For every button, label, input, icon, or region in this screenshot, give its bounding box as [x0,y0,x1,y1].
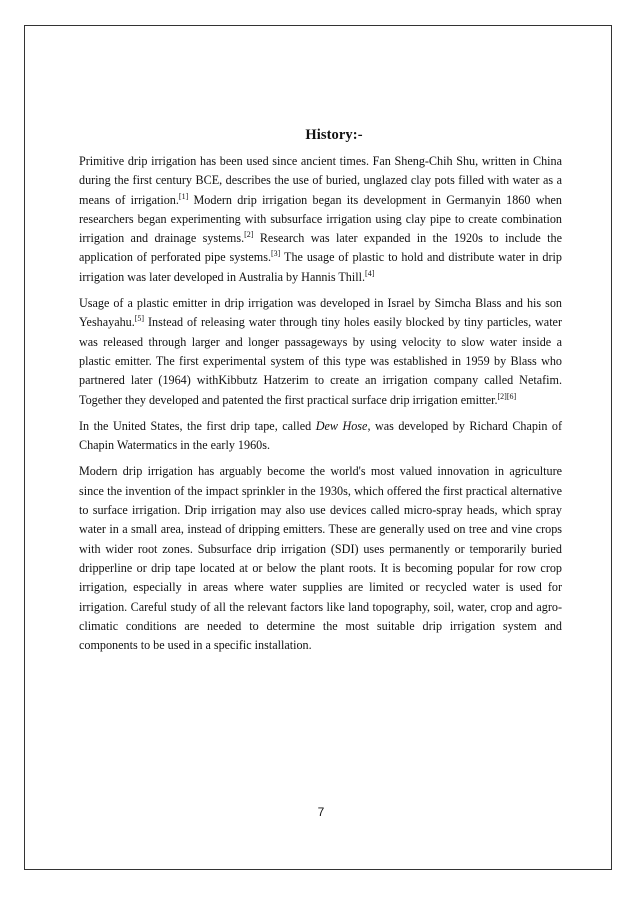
text-run: In the United States, the first drip tape, called [79,418,316,433]
text-run: Primitive drip irrigation has been used since ancient times. Fan Sheng-Chih Shu, written in China during the first century BCE, describes the use of buried, unglazed clay pots filled with water as a means of irrigation. [79,154,562,207]
citation-marker: [5] [134,314,145,324]
paragraph-4 [79,462,562,655]
citation-marker: [1] [178,191,189,201]
citation-marker: [4] [365,268,375,278]
text-run: The usage of plastic to hold and distribute water in drip irrigation was later developed in Australia by Hannis Thill. [79,250,562,284]
text-run: Modern drip irrigation began its development in Germanyin 1860 when researchers began experimenting with subsurface irrigation using clay pipe to create combination irrigation and drainage systems. [79,192,562,246]
paragraph-2 [79,294,562,410]
paragraph-1 [79,152,562,287]
section-heading: History:- [305,127,363,143]
text-run: Usage of a plastic emitter in drip irrigation was developed in Israel by Simcha Blass and his son Yeshayahu. [79,296,562,330]
italic-term: Dew Hose [315,418,368,433]
citation-marker: [3] [271,249,281,259]
text-run: Instead of releasing water through tiny holes easily blocked by tiny particles, water was released through larger and longer passageways by using velocity to slow water inside a plastic emitter. The first experimental system of this type was established in 1959 by Blass who partnered later (1964) withKibbutz Hatzerim to create an irrigation company called Netafim. Together they developed and patented the first practical surface drip irrigation emitter. [79,315,562,407]
text-run: Modern drip irrigation has arguably become the world's most valued innovation in agriculture since the invention of the impact sprinkler in the 1930s, which offered the first practical alternative to surface irrigation. Drip irrigation may also use devices called micro-spray heads, which spray water in a small area, instead of dripping emitters. These are generally used on tree and vine crops with wider root zones. Subsurface drip irrigation (SDI) uses permanently or temporarily buried dripperline or drip tape located at or below the plant roots. It is becoming popular for row crop irrigation, especially in areas where water supplies are limited or recycled water is used for irrigation. Careful study of all the relevant factors like land topography, soil, water, crop and agro-climatic conditions are needed to determine the most suitable drip irrigation system and components to be used in a specific installation. [79,464,562,653]
page-number: 7 [317,805,325,819]
citation-marker: [2] [244,230,254,240]
body-text [79,152,562,662]
text-run: , was developed by Richard Chapin of Chapin Watermatics in the early 1960s. [79,418,562,453]
text-run: Research was later expanded in the 1920s to include the application of perforated pipe systems. [79,231,562,265]
citation-marker: [2][6] [497,391,517,401]
paragraph-3 [79,417,562,456]
